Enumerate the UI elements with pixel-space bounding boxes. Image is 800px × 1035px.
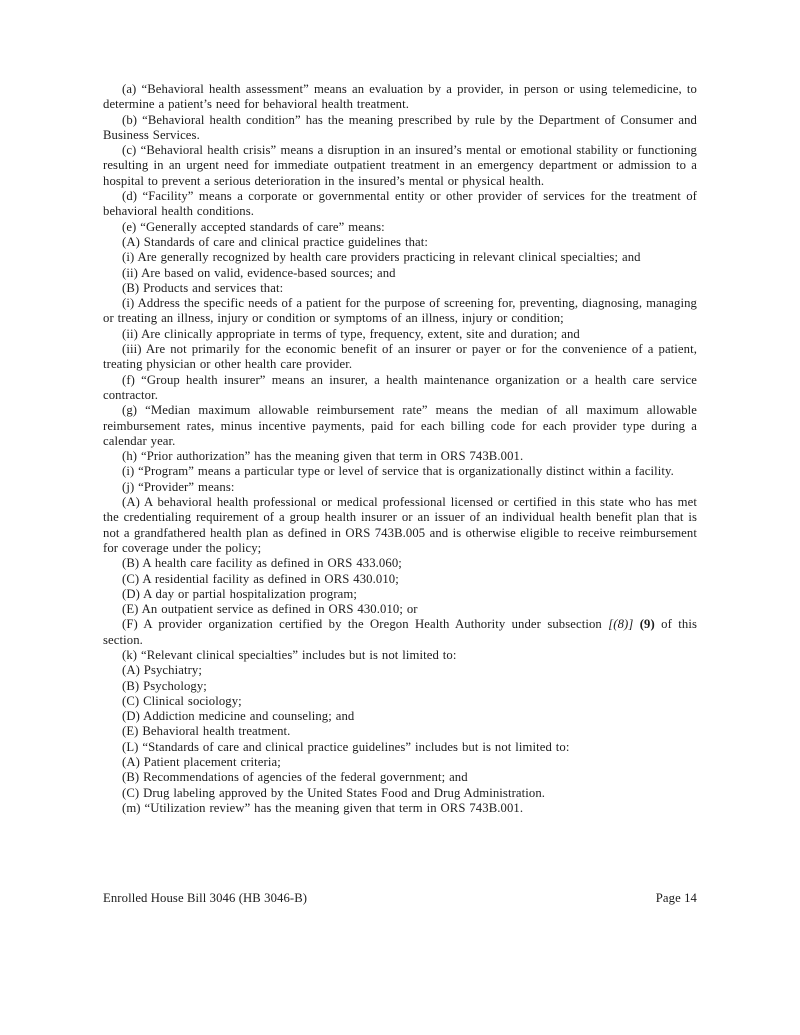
text-segment: (B) Psychology;: [122, 678, 207, 693]
text-segment: (m) “Utilization review” has the meaning given that term in ORS 743B.001.: [122, 800, 524, 815]
text-segment: (A) Psychiatry;: [122, 663, 202, 678]
paragraph: [103, 648, 697, 663]
text-segment: (D) A day or partial hospitalization program;: [122, 586, 358, 601]
paragraph: [103, 770, 697, 785]
text-segment: (F) A provider organization certified by the Oregon Health Authority under subsection: [122, 617, 609, 632]
paragraph: [103, 266, 697, 281]
text-segment: (ii) Are based on valid, evidence-based sources; and: [122, 265, 396, 280]
text-segment: (ii) Are clinically appropriate in terms of type, frequency, extent, site and duration; and: [122, 326, 580, 341]
page-footer: [103, 891, 697, 906]
text-segment: (C) Drug labeling approved by the United States Food and Drug Administration.: [122, 785, 546, 800]
text-segment-italic: [(8)]: [608, 617, 634, 632]
paragraph: [103, 679, 697, 694]
text-segment: of this section.: [103, 617, 698, 647]
text-segment: (iii) Are not primarily for the economic benefit of an insurer or payer or for the convenience of a patient, treating physician or other health care provider.: [103, 342, 697, 372]
paragraph: [103, 602, 697, 617]
paragraph: [103, 740, 697, 755]
text-segment: (B) Recommendations of agencies of the federal government; and: [122, 770, 468, 785]
paragraph: [103, 113, 697, 144]
document-body: [103, 82, 697, 816]
text-segment: (E) An outpatient service as defined in ORS 430.010; or: [122, 602, 418, 617]
paragraph: [103, 480, 697, 495]
paragraph: [103, 281, 697, 296]
paragraph: [103, 464, 697, 479]
paragraph: [103, 663, 697, 678]
text-segment: (c) “Behavioral health crisis” means a disruption in an insured’s mental or emotional stability or functioning resulting in an urgent need for immediate outpatient treatment in an emergency department or admission to a hospital to prevent a serious deterioration in the insured’s mental or physical health.: [103, 143, 697, 188]
text-segment: (h) “Prior authorization” has the meaning given that term in ORS 743B.001.: [122, 449, 524, 464]
paragraph: [103, 587, 697, 602]
paragraph: [103, 403, 697, 449]
paragraph: [103, 342, 697, 373]
paragraph: [103, 296, 697, 327]
footer-bill-title: Enrolled House Bill 3046 (HB 3046-B): [103, 891, 308, 905]
text-segment: (B) A health care facility as defined in ORS 433.060;: [122, 556, 402, 571]
text-segment-bold: (9): [639, 617, 655, 632]
paragraph: [103, 694, 697, 709]
text-segment: (C) Clinical sociology;: [122, 693, 242, 708]
text-segment: (i) Address the specific needs of a patient for the purpose of screening for, preventing, diagnosing, managing or treating an illness, injury or condition or symptoms of an illness, injury or condition;: [103, 296, 697, 326]
text-segment: (i) “Program” means a particular type or level of service that is organizationally distinct within a facility.: [122, 464, 674, 479]
paragraph: [103, 373, 697, 404]
text-segment: (k) “Relevant clinical specialties” includes but is not limited to:: [122, 647, 457, 662]
paragraph: [103, 327, 697, 342]
paragraph: [103, 189, 697, 220]
text-segment: (B) Products and services that:: [122, 280, 284, 295]
paragraph: [103, 786, 697, 801]
paragraph: [103, 617, 697, 648]
paragraph: [103, 755, 697, 770]
text-segment: (i) Are generally recognized by health care providers practicing in relevant clinical specialties; and: [122, 250, 641, 265]
text-segment: (d) “Facility” means a corporate or governmental entity or other provider of services for the treatment of behavioral health conditions.: [103, 189, 697, 219]
paragraph: [103, 495, 697, 556]
text-segment: (C) A residential facility as defined in ORS 430.010;: [122, 571, 399, 586]
paragraph: [103, 235, 697, 250]
paragraph: [103, 220, 697, 235]
paragraph: [103, 250, 697, 265]
paragraph: [103, 709, 697, 724]
text-segment: (A) Standards of care and clinical practice guidelines that:: [122, 234, 429, 249]
footer-page-number: Page 14: [655, 891, 697, 905]
text-segment: (D) Addiction medicine and counseling; and: [122, 709, 355, 724]
text-segment: (j) “Provider” means:: [122, 479, 235, 494]
text-segment: (L) “Standards of care and clinical practice guidelines” includes but is not limited to:: [122, 739, 570, 754]
paragraph: [103, 82, 697, 113]
paragraph: [103, 572, 697, 587]
text-segment: (A) Patient placement criteria;: [122, 755, 281, 770]
text-segment: (E) Behavioral health treatment.: [122, 724, 291, 739]
text-segment: (b) “Behavioral health condition” has the meaning prescribed by rule by the Department of Consumer and Business Services.: [103, 112, 697, 142]
text-segment: (a) “Behavioral health assessment” means an evaluation by a provider, in person or using telemedicine, to determine a patient’s need for behavioral health treatment.: [103, 82, 697, 112]
text-segment: (f) “Group health insurer” means an insurer, a health maintenance organization or a health care service contractor.: [103, 372, 697, 402]
paragraph: [103, 449, 697, 464]
paragraph: [103, 724, 697, 739]
text-segment: (e) “Generally accepted standards of care” means:: [122, 219, 385, 234]
text-segment: (g) “Median maximum allowable reimbursement rate” means the median of all maximum allowable reimbursement rates, minus incentive payments, paid for each billing code for each provider type during a calendar year.: [103, 403, 697, 448]
paragraph: [103, 801, 697, 816]
paragraph: [103, 143, 697, 189]
paragraph: [103, 556, 697, 571]
text-segment: (A) A behavioral health professional or medical professional licensed or certified in this state who has met the credentialing requirement of a group health insurer or an issuer of an individual health benefit plan that is not a grandfathered health plan as defined in ORS 743B.005 and is otherwise eligible to receive reimbursement for coverage under the policy;: [103, 495, 697, 555]
